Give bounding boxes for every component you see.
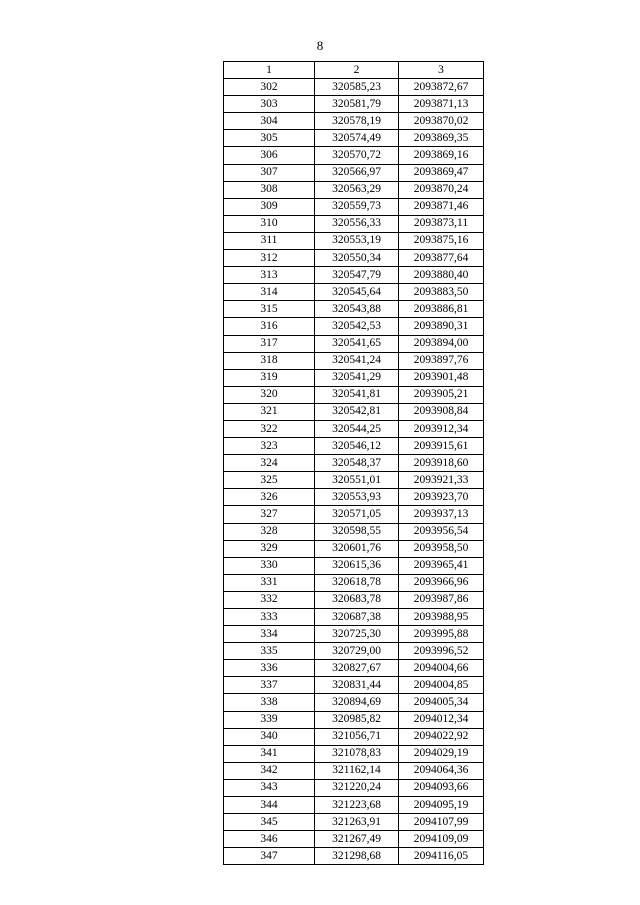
cell-y-coordinate: 2094116,05	[399, 848, 484, 865]
cell-x-coordinate: 320598,55	[315, 523, 399, 540]
table-row	[224, 215, 484, 232]
table-row	[224, 574, 484, 591]
cell-x-coordinate: 320553,19	[315, 232, 399, 249]
cell-y-coordinate: 2094004,66	[399, 660, 484, 677]
cell-y-coordinate: 2093987,86	[399, 591, 484, 608]
cell-x-coordinate: 320581,79	[315, 96, 399, 113]
cell-y-coordinate: 2094005,34	[399, 694, 484, 711]
cell-x-coordinate: 320615,36	[315, 557, 399, 574]
cell-y-coordinate: 2093996,52	[399, 643, 484, 660]
table-body	[224, 79, 484, 865]
cell-y-coordinate: 2093886,81	[399, 301, 484, 318]
table-row	[224, 591, 484, 608]
cell-x-coordinate: 320541,29	[315, 369, 399, 386]
table-row	[224, 489, 484, 506]
table-row	[224, 848, 484, 865]
cell-point-number: 345	[224, 814, 315, 831]
cell-x-coordinate: 320831,44	[315, 677, 399, 694]
cell-y-coordinate: 2093869,35	[399, 130, 484, 147]
cell-x-coordinate: 320550,34	[315, 250, 399, 267]
table-row	[224, 284, 484, 301]
cell-point-number: 320	[224, 386, 315, 403]
cell-y-coordinate: 2093901,48	[399, 369, 484, 386]
cell-y-coordinate: 2094095,19	[399, 797, 484, 814]
cell-y-coordinate: 2093897,76	[399, 352, 484, 369]
table-row	[224, 181, 484, 198]
cell-point-number: 326	[224, 489, 315, 506]
cell-x-coordinate: 320546,12	[315, 438, 399, 455]
table-row	[224, 335, 484, 352]
cell-y-coordinate: 2094093,66	[399, 779, 484, 796]
cell-x-coordinate: 320570,72	[315, 147, 399, 164]
cell-point-number: 340	[224, 728, 315, 745]
table-row	[224, 318, 484, 335]
cell-y-coordinate: 2093883,50	[399, 284, 484, 301]
cell-point-number: 310	[224, 215, 315, 232]
cell-y-coordinate: 2093965,41	[399, 557, 484, 574]
cell-x-coordinate: 320574,49	[315, 130, 399, 147]
cell-x-coordinate: 320541,24	[315, 352, 399, 369]
cell-point-number: 336	[224, 660, 315, 677]
table-row	[224, 523, 484, 540]
cell-y-coordinate: 2093912,34	[399, 420, 484, 437]
cell-point-number: 318	[224, 352, 315, 369]
cell-point-number: 311	[224, 232, 315, 249]
cell-y-coordinate: 2093873,11	[399, 215, 484, 232]
table-row	[224, 745, 484, 762]
cell-point-number: 328	[224, 523, 315, 540]
cell-y-coordinate: 2093923,70	[399, 489, 484, 506]
table-row	[224, 130, 484, 147]
table-row	[224, 250, 484, 267]
cell-y-coordinate: 2093988,95	[399, 609, 484, 626]
cell-x-coordinate: 320545,64	[315, 284, 399, 301]
cell-x-coordinate: 320542,53	[315, 318, 399, 335]
cell-y-coordinate: 2093956,54	[399, 523, 484, 540]
cell-x-coordinate: 320571,05	[315, 506, 399, 523]
cell-y-coordinate: 2093894,00	[399, 335, 484, 352]
table-row	[224, 352, 484, 369]
table-row	[224, 420, 484, 437]
cell-x-coordinate: 320542,81	[315, 403, 399, 420]
cell-x-coordinate: 321298,68	[315, 848, 399, 865]
cell-point-number: 327	[224, 506, 315, 523]
cell-point-number: 339	[224, 711, 315, 728]
cell-x-coordinate: 320827,67	[315, 660, 399, 677]
table-header-row	[224, 62, 484, 79]
cell-y-coordinate: 2094109,09	[399, 831, 484, 848]
cell-point-number: 302	[224, 79, 315, 96]
cell-point-number: 330	[224, 557, 315, 574]
cell-point-number: 323	[224, 438, 315, 455]
cell-y-coordinate: 2093875,16	[399, 232, 484, 249]
cell-point-number: 307	[224, 164, 315, 181]
table-row	[224, 96, 484, 113]
cell-point-number: 315	[224, 301, 315, 318]
table-row	[224, 797, 484, 814]
cell-x-coordinate: 320566,97	[315, 164, 399, 181]
cell-y-coordinate: 2093870,24	[399, 181, 484, 198]
table-row	[224, 643, 484, 660]
cell-x-coordinate: 320894,69	[315, 694, 399, 711]
cell-point-number: 344	[224, 797, 315, 814]
cell-y-coordinate: 2094064,36	[399, 762, 484, 779]
cell-y-coordinate: 2094029,19	[399, 745, 484, 762]
cell-y-coordinate: 2093921,33	[399, 472, 484, 489]
cell-point-number: 306	[224, 147, 315, 164]
cell-x-coordinate: 320547,79	[315, 267, 399, 284]
table-row	[224, 762, 484, 779]
cell-x-coordinate: 321267,49	[315, 831, 399, 848]
cell-point-number: 337	[224, 677, 315, 694]
table-row	[224, 506, 484, 523]
header-y-coordinate: 3	[399, 62, 484, 79]
cell-x-coordinate: 320548,37	[315, 455, 399, 472]
table-row	[224, 438, 484, 455]
cell-point-number: 338	[224, 694, 315, 711]
cell-point-number: 308	[224, 181, 315, 198]
cell-x-coordinate: 321078,83	[315, 745, 399, 762]
table-row	[224, 626, 484, 643]
header-x-coordinate: 2	[315, 62, 399, 79]
table-row	[224, 267, 484, 284]
cell-point-number: 319	[224, 369, 315, 386]
cell-y-coordinate: 2093869,47	[399, 164, 484, 181]
cell-y-coordinate: 2093908,84	[399, 403, 484, 420]
cell-point-number: 333	[224, 609, 315, 626]
cell-x-coordinate: 321162,14	[315, 762, 399, 779]
cell-y-coordinate: 2093871,13	[399, 96, 484, 113]
cell-x-coordinate: 320729,00	[315, 643, 399, 660]
cell-x-coordinate: 320541,65	[315, 335, 399, 352]
cell-y-coordinate: 2093890,31	[399, 318, 484, 335]
table-row	[224, 164, 484, 181]
table-row	[224, 711, 484, 728]
cell-point-number: 316	[224, 318, 315, 335]
cell-point-number: 325	[224, 472, 315, 489]
table-row	[224, 814, 484, 831]
cell-point-number: 343	[224, 779, 315, 796]
cell-point-number: 335	[224, 643, 315, 660]
cell-x-coordinate: 320618,78	[315, 574, 399, 591]
cell-point-number: 309	[224, 198, 315, 215]
cell-y-coordinate: 2093870,02	[399, 113, 484, 130]
cell-x-coordinate: 320544,25	[315, 420, 399, 437]
cell-y-coordinate: 2094012,34	[399, 711, 484, 728]
cell-point-number: 303	[224, 96, 315, 113]
table-row	[224, 677, 484, 694]
coordinates-table	[223, 61, 484, 865]
cell-x-coordinate: 320585,23	[315, 79, 399, 96]
header-point-number: 1	[224, 62, 315, 79]
cell-x-coordinate: 320725,30	[315, 626, 399, 643]
cell-y-coordinate: 2093966,96	[399, 574, 484, 591]
table-row	[224, 609, 484, 626]
table-row	[224, 472, 484, 489]
cell-point-number: 341	[224, 745, 315, 762]
table-row	[224, 728, 484, 745]
table-row	[224, 79, 484, 96]
table-row	[224, 386, 484, 403]
cell-point-number: 312	[224, 250, 315, 267]
cell-point-number: 313	[224, 267, 315, 284]
cell-y-coordinate: 2094022,92	[399, 728, 484, 745]
cell-point-number: 329	[224, 540, 315, 557]
cell-y-coordinate: 2093918,60	[399, 455, 484, 472]
cell-x-coordinate: 320683,78	[315, 591, 399, 608]
cell-point-number: 334	[224, 626, 315, 643]
table-row	[224, 660, 484, 677]
cell-point-number: 314	[224, 284, 315, 301]
cell-point-number: 304	[224, 113, 315, 130]
cell-x-coordinate: 320551,01	[315, 472, 399, 489]
cell-x-coordinate: 321056,71	[315, 728, 399, 745]
cell-point-number: 342	[224, 762, 315, 779]
table-row	[224, 540, 484, 557]
cell-point-number: 347	[224, 848, 315, 865]
table-row	[224, 301, 484, 318]
cell-point-number: 322	[224, 420, 315, 437]
cell-y-coordinate: 2093872,67	[399, 79, 484, 96]
table-row	[224, 147, 484, 164]
table-row	[224, 369, 484, 386]
cell-y-coordinate: 2093871,46	[399, 198, 484, 215]
cell-point-number: 346	[224, 831, 315, 848]
cell-x-coordinate: 320563,29	[315, 181, 399, 198]
cell-y-coordinate: 2093880,40	[399, 267, 484, 284]
table-row	[224, 198, 484, 215]
table-row	[224, 694, 484, 711]
cell-point-number: 321	[224, 403, 315, 420]
cell-y-coordinate: 2093915,61	[399, 438, 484, 455]
table-row	[224, 232, 484, 249]
cell-y-coordinate: 2093905,21	[399, 386, 484, 403]
cell-x-coordinate: 321220,24	[315, 779, 399, 796]
table-row	[224, 455, 484, 472]
cell-x-coordinate: 321223,68	[315, 797, 399, 814]
table-row	[224, 403, 484, 420]
page-number: 8	[316, 38, 324, 53]
cell-x-coordinate: 320541,81	[315, 386, 399, 403]
cell-x-coordinate: 320543,88	[315, 301, 399, 318]
cell-point-number: 332	[224, 591, 315, 608]
cell-point-number: 331	[224, 574, 315, 591]
table-row	[224, 113, 484, 130]
cell-x-coordinate: 320559,73	[315, 198, 399, 215]
table-row	[224, 831, 484, 848]
cell-x-coordinate: 320687,38	[315, 609, 399, 626]
cell-x-coordinate: 320601,76	[315, 540, 399, 557]
cell-point-number: 317	[224, 335, 315, 352]
table-row	[224, 557, 484, 574]
cell-x-coordinate: 320578,19	[315, 113, 399, 130]
cell-y-coordinate: 2093995,88	[399, 626, 484, 643]
cell-point-number: 305	[224, 130, 315, 147]
cell-y-coordinate: 2093877,64	[399, 250, 484, 267]
cell-x-coordinate: 321263,91	[315, 814, 399, 831]
cell-y-coordinate: 2093937,13	[399, 506, 484, 523]
cell-x-coordinate: 320556,33	[315, 215, 399, 232]
cell-point-number: 324	[224, 455, 315, 472]
cell-y-coordinate: 2094107,99	[399, 814, 484, 831]
cell-y-coordinate: 2093869,16	[399, 147, 484, 164]
cell-x-coordinate: 320985,82	[315, 711, 399, 728]
cell-y-coordinate: 2093958,50	[399, 540, 484, 557]
cell-x-coordinate: 320553,93	[315, 489, 399, 506]
table-row	[224, 779, 484, 796]
cell-y-coordinate: 2094004,85	[399, 677, 484, 694]
